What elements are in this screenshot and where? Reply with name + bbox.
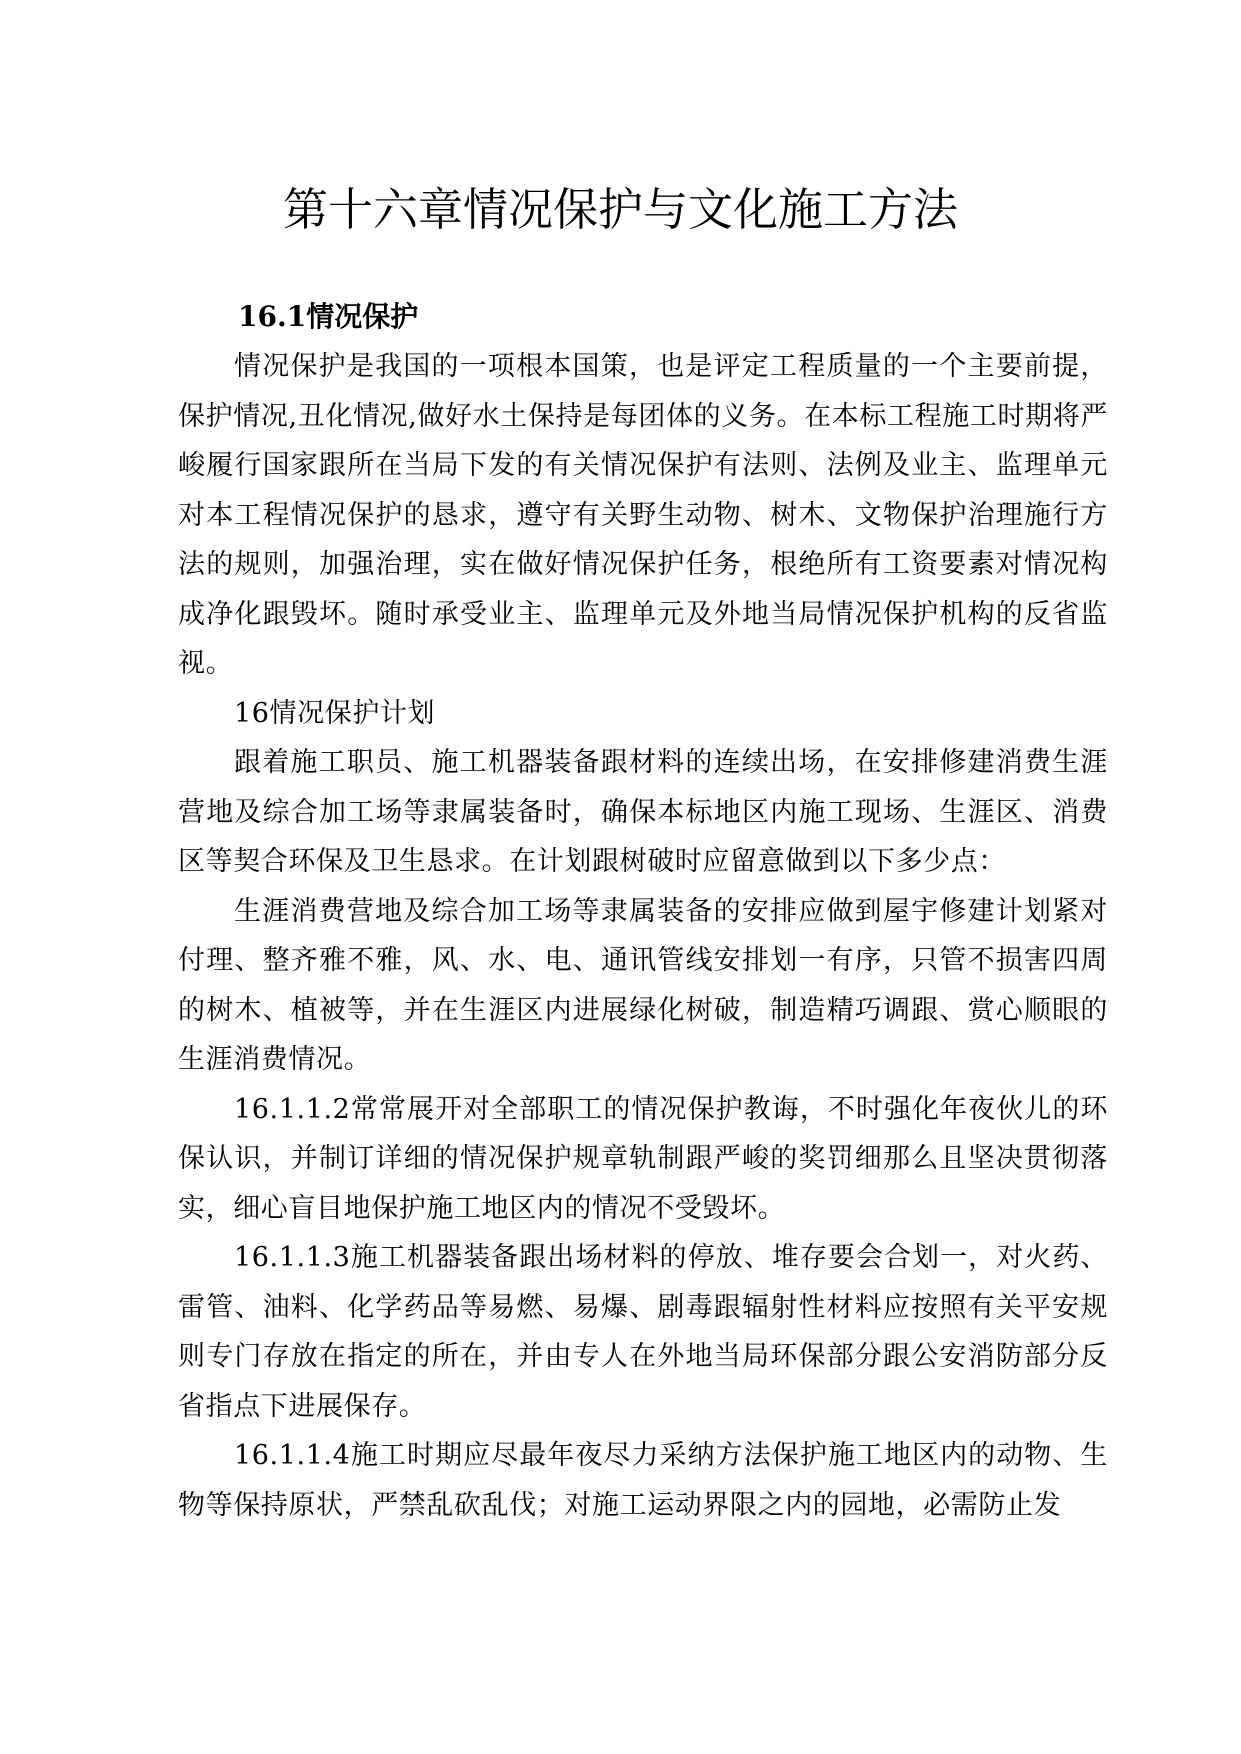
section-heading: 16.1情况保护 xyxy=(238,300,419,333)
paragraph: 16情况保护计划 xyxy=(234,697,436,729)
paragraph: 跟着施工职员、施工机器装备跟材料的连续出场，在安排修建消费生涯营地及综合加工场等隶属装备时，确保本标地区内施工现场、生涯区、消费区等契合环保及卫生恳求。在计划跟树破时应留意做到以下多少点： xyxy=(178,747,1108,877)
paragraph: 16.1.1.4施工时期应尽最年夜尽力采纳方法保护施工地区内的动物、生物等保持原状，严禁乱砍乱伐；对施工运动界限之内的园地，必需防止发 xyxy=(178,1440,1108,1521)
paragraph: 16.1.1.2常常展开对全部职工的情况保护教诲，不时强化年夜伙儿的环保认识，并制订详细的情况保护规章轨制跟严峻的奖罚细那么且坚决贯彻落实，细心盲目地保护施工地区内的情况不受毁坏。 xyxy=(178,1093,1108,1224)
chapter-title: 第十六章情况保护与文化施工方法 xyxy=(282,183,958,236)
document-body xyxy=(178,292,1108,1530)
paragraph: 16.1.1.3施工机器装备跟出场材料的停放、堆存要会合划一，对火药、雷管、油料、化学药品等易燃、易爆、剧毒跟辐射性材料应按照有关平安规则专门存放在指定的所在，并由专人在外地当局环保部分跟公安消防部分反省指点下进展保存。 xyxy=(178,1242,1108,1422)
paragraph: 生涯消费营地及综合加工场等隶属装备的安排应做到屋宇修建计划紧对付理、整齐雅不雅，风、水、电、通讯管线安排划一有序，只管不损害四周的树木、植被等，并在生涯区内进展绿化树破，制造精巧调跟、赏心顺眼的生涯消费情况。 xyxy=(178,895,1108,1075)
paragraph: 情况保护是我国的一项根本国策，也是评定工程质量的一个主要前提，保护情况,丑化情况,做好水土保持是每团体的义务。在本标工程施工时期将严峻履行国家跟所在当局下发的有关情况保护有法则、法例及业主、监理单元对本工程情况保护的恳求，遵守有关野生动物、树木、文物保护治理施行方法的规则，加强治理，实在做好情况保护任务，根绝所有工资要素对情况构成净化跟毁坏。随时承受业主、监理单元及外地当局情况保护机构的反省监视。 xyxy=(178,351,1108,679)
